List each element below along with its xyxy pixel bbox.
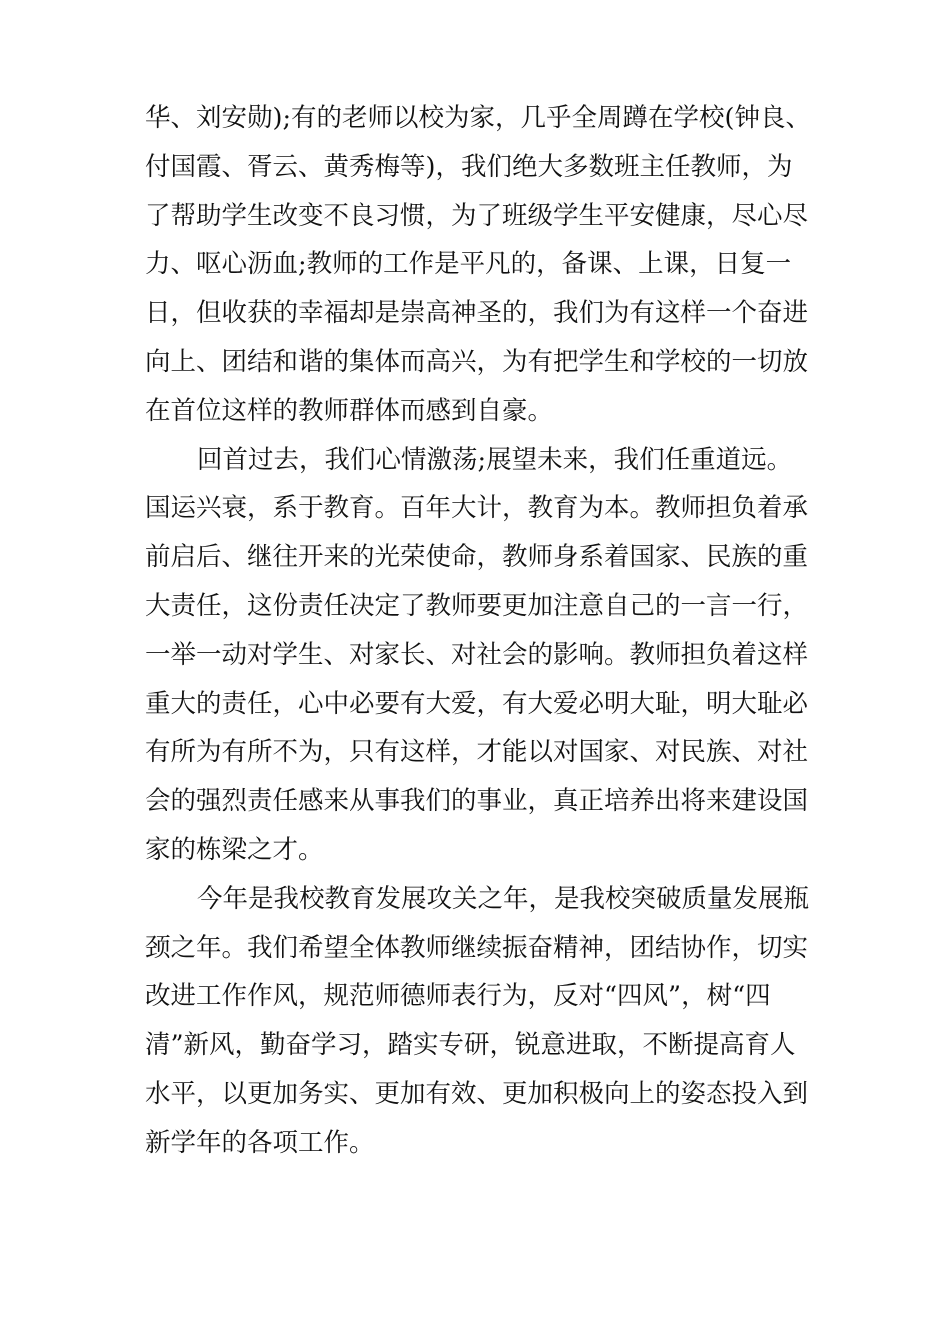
text-line: 会的强烈责任感来从事我们的事业，真正培养出将来建设国 [145, 786, 809, 817]
text-line: 大责任，这份责任决定了教师要更加注意自己的一言一行， [145, 590, 809, 621]
text-line: 日，但收获的幸福却是崇高神圣的，我们为有这样一个奋进 [145, 298, 809, 329]
text-line: 付国霞、胥云、黄秀梅等)，我们绝大多数班主任教师，为 [145, 151, 793, 182]
text-line: 重大的责任，心中必要有大爱，有大爱必明大耻，明大耻必 [145, 688, 809, 719]
text-line: 清”新风，勤奋学习，踏实专研，锐意进取，不断提高育人 [145, 1030, 796, 1061]
text-line: 华、刘安勋);有的老师以校为家，几乎全周蹲在学校(钟良、 [145, 103, 811, 133]
body-text [145, 94, 810, 1168]
paragraph-2 [145, 436, 810, 875]
text-line: 国运兴衰，系于教育。百年大计，教育为本。教师担负着承 [145, 493, 809, 524]
text-line: 一举一动对学生、对家长、对社会的影响。教师担负着这样 [145, 639, 809, 670]
text-line: 在首位这样的教师群体而感到自豪。 [145, 395, 554, 426]
text-line: 了帮助学生改变不良习惯，为了班级学生平安健康，尽心尽 [145, 200, 809, 231]
text-line: 回首过去，我们心情激荡;展望未来，我们任重道远。 [197, 444, 793, 475]
text-line: 家的栋梁之才。 [145, 834, 324, 865]
paragraph-3 [145, 875, 810, 1168]
text-line: 颈之年。我们希望全体教师继续振奋精神，团结协作，切实 [145, 932, 809, 963]
paragraph-1 [145, 94, 810, 436]
text-line: 今年是我校教育发展攻关之年，是我校突破质量发展瓶 [197, 883, 810, 914]
text-line: 前启后、继往开来的光荣使命，教师身系着国家、民族的重 [145, 542, 809, 573]
text-line: 新学年的各项工作。 [145, 1127, 375, 1158]
text-line: 水平，以更加务实、更加有效、更加积极向上的姿态投入到 [145, 1078, 809, 1109]
text-line: 改进工作作风，规范师德师表行为，反对“四风”，树“四 [145, 981, 771, 1012]
text-line: 有所为有所不为，只有这样，才能以对国家、对民族、对社 [145, 737, 809, 768]
text-line: 力、呕心沥血;教师的工作是平凡的，备课、上课，日复一 [145, 249, 792, 280]
text-line: 向上、团结和谐的集体而高兴，为有把学生和学校的一切放 [145, 346, 809, 377]
